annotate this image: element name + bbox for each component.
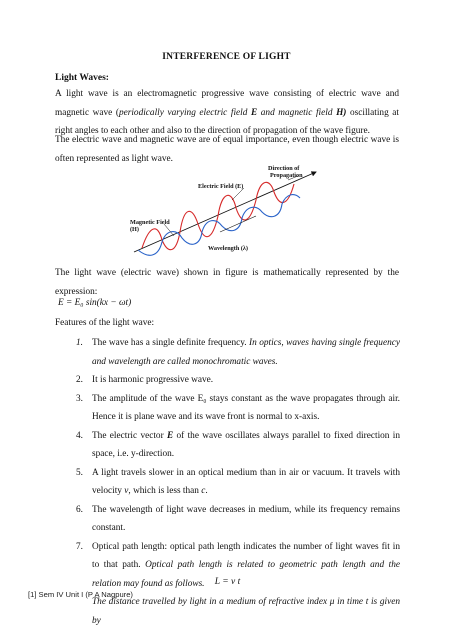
feature-1-italic: In optics, waves having single frequency and wavelength are called monochromatic waves. — [92, 338, 400, 367]
intro-text-f: oscillating at right angles to each other and also to the direction of propagation of the wave figure. — [55, 107, 400, 136]
optical-path-formula: L = v t — [214, 577, 241, 587]
list-item-number: 6. — [76, 504, 83, 515]
feature-7-text-a: Optical path length: optical path length indicates the number of light waves fit in to that path. — [92, 541, 400, 570]
electric-field-label: Electric Field (E) — [198, 183, 244, 190]
list-item-number: 3. — [76, 393, 83, 404]
feature-5-c: c — [201, 486, 206, 496]
features-heading: Features of the light wave: — [55, 318, 155, 328]
wavelength-label: Wavelength (λ) — [208, 245, 248, 252]
feature-1-text: The wave has a single definite frequency. — [92, 338, 250, 348]
intro-text-b: periodically varying electric field — [118, 107, 251, 118]
intro-text-d: and magnetic field — [257, 107, 337, 118]
page-footer: [1] Sem IV Unit I (P A Nagpure) — [28, 590, 133, 599]
list-item — [55, 464, 400, 501]
feature-7-italic-c: The distance travelled by light in a medium of refractive index μ in time t is given by — [92, 597, 400, 626]
intro-text-a: A light wave is an electromagnetic progressive wave consisting of electric wave and magnetic wave ( — [55, 89, 399, 118]
list-item — [55, 427, 400, 464]
list-item-text — [92, 464, 400, 501]
list-item — [55, 334, 400, 371]
wavelength-bracket — [220, 216, 256, 232]
electric-wave — [142, 182, 294, 249]
direction-label-2: Propagation — [270, 172, 303, 179]
list-item — [55, 390, 400, 427]
list-item-text: It is harmonic progressive wave. — [92, 375, 214, 385]
feature-4-text-a: The electric vector — [92, 430, 167, 441]
feature-4-text-c: of the wave oscillates always parallel to fixed direction in space, i.e. y-direction. — [92, 430, 400, 459]
magnetic-field-label-2: (H) — [130, 226, 139, 233]
list-item — [55, 501, 400, 538]
list-item-number: 1. — [76, 338, 83, 348]
list-item-text — [92, 427, 400, 464]
direction-label-1: Direction of — [268, 165, 300, 172]
list-item-number: 4. — [76, 430, 83, 441]
feature-5-v: v — [124, 486, 129, 496]
page-title: INTERFERENCE OF LIGHT — [162, 52, 291, 62]
em-wave-figure — [128, 162, 324, 258]
wave-equation: E = E₀ sin(kx − ωt) — [58, 298, 132, 308]
feature-5-text-e: . — [205, 486, 208, 496]
list-item — [55, 371, 400, 390]
magnetic-field-label-1: Magnetic Field — [130, 219, 170, 226]
intro-text-c: E — [251, 107, 258, 118]
list-item-text: The amplitude of the wave E₀ stays constant as the wave propagates through air. Hence it is plane wave and its wave front is normal to x-axis. — [92, 393, 400, 422]
importance-paragraph: The electric wave and magnetic wave are of equal importance, even though electric wave is often represented as light wave. — [55, 135, 399, 164]
list-item-number: 5. — [76, 467, 83, 478]
section-heading: Light Waves: — [55, 73, 109, 83]
feature-7-italic-b: Optical path length is related to geometric path length and the relation may found as follows. — [92, 560, 401, 589]
intro-text-e: H) — [336, 107, 347, 118]
list-item-text — [92, 334, 400, 371]
list-item-text: The wavelength of light wave decreases in medium, while its frequency remains constant. — [92, 504, 400, 533]
feature-5-text-c: , which is less than — [128, 486, 202, 496]
expression-paragraph: The light wave (electric wave) shown in figure is mathematically represented by the expression: — [55, 268, 399, 297]
feature-4-vector: E — [167, 430, 174, 441]
list-item-number: 7. — [76, 541, 83, 552]
list-item-number: 2. — [76, 375, 83, 385]
em-wave-diagram — [128, 162, 324, 258]
feature-5-text-a: A light travels slower in an optical medium than in air or vacuum. It travels with velocity — [92, 467, 400, 496]
